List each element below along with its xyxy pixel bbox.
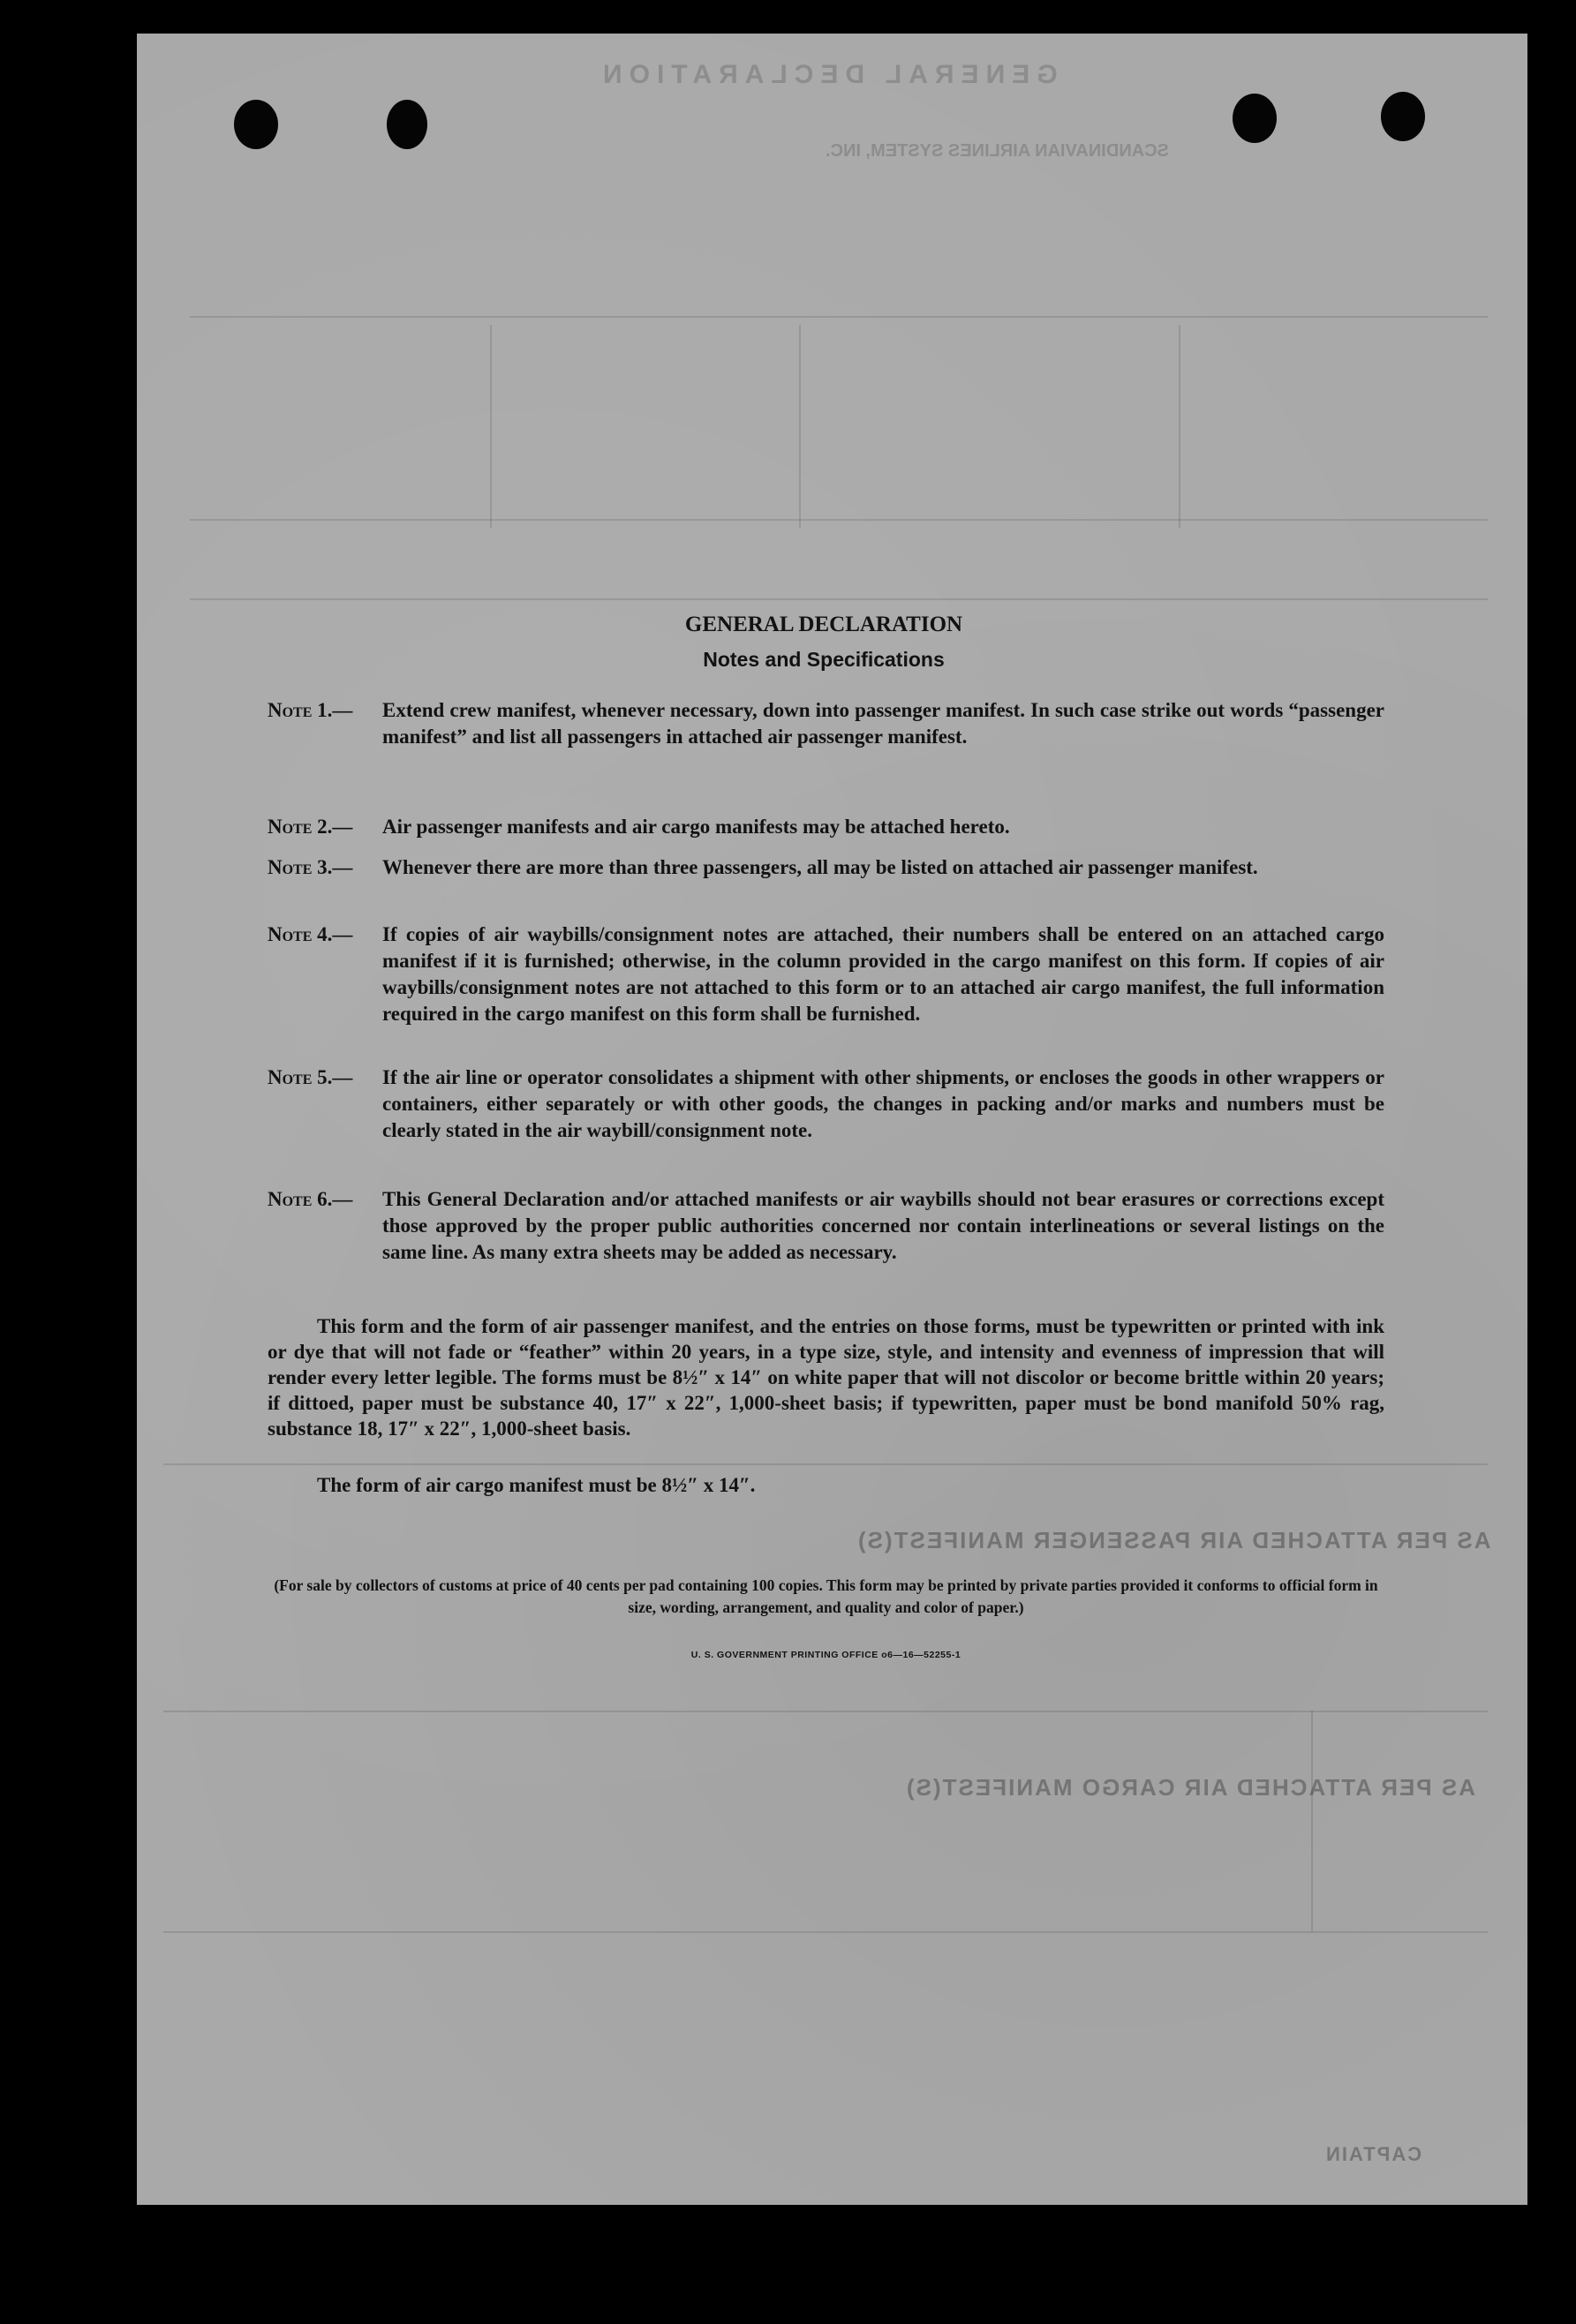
- printing-office-line: U. S. GOVERNMENT PRINTING OFFICE o6—16—52255-1: [690, 1650, 961, 1660]
- bleed-through-rule: [1179, 325, 1180, 528]
- punch-hole-2: [387, 100, 427, 149]
- bleed-through-rule: [163, 1463, 1488, 1465]
- note-label: Note 3.—: [268, 856, 353, 878]
- note-label: Note 4.—: [268, 923, 353, 945]
- page-title: GENERAL DECLARATION: [684, 613, 963, 636]
- bleed-through-cargo-manifest: AS PER ATTACHED AIR CARGO MANIFEST(S): [905, 1774, 1475, 1801]
- bleed-through-captain: CAPTAIN: [1324, 2143, 1422, 2165]
- page-subtitle: Notes and Specifications: [703, 648, 945, 671]
- note-text: Whenever there are more than three passengers, all may be listed on attached air passenger manifest.: [382, 856, 1258, 878]
- bleed-through-operator: SCANDINAVIAN AIRLINES SYSTEM, INC.: [826, 141, 1169, 161]
- note-label: Note 5.—: [268, 1066, 353, 1088]
- form-requirements-paragraph: This form and the form of air passenger manifest, and the entries on those forms, must be typewritten or printed with ink or dye that will not fade or “feather” within 20 years, in a type size, style, and intensity and evenness of impression that will render every letter legible. The forms must be 8½″ x 14″ on white paper that will not discolor or become brittle within 20 years; if dittoed, paper must be substance 40, 17″ x 22″, 1,000-sheet basis; if typewritten, paper must be bond manifold 50% rag, substance 18, 17″ x 22″, 1,000-sheet basis.: [268, 1315, 1384, 1440]
- bleed-through-passenger-manifest: AS PER ATTACHED AIR PASSENGER MANIFEST(S): [856, 1527, 1491, 1553]
- bleed-through-rule: [163, 1931, 1488, 1933]
- bleed-through-rule: [799, 325, 801, 528]
- bleed-through-rule: [190, 316, 1488, 318]
- note-text: If copies of air waybills/consignment notes are attached, their numbers shall be entered on an attached cargo manifest if it is furnished; otherwise, in the column provided in the cargo manifest on this form. If copies of air waybills/consignment notes are not attached to this form or to an attached air cargo manifest, the full information required in the cargo manifest on this form shall be furnished.: [382, 923, 1384, 1025]
- note-label: Note 1.—: [268, 699, 353, 721]
- note-label: Note 2.—: [268, 816, 353, 838]
- bleed-through-rule: [190, 519, 1488, 521]
- bleed-through-rule: [490, 325, 492, 528]
- punch-hole-1: [234, 100, 278, 149]
- bleed-through-rule: [1311, 1711, 1313, 1931]
- sale-note: (For sale by collectors of customs at price of 40 cents per pad containing 100 copies. This form may be printed by private parties provided it conforms to official form in size, wording, arrangement, and quality and color of paper.): [274, 1576, 1378, 1616]
- note-label: Note 6.—: [268, 1188, 353, 1210]
- punch-hole-4: [1381, 92, 1425, 141]
- document-sheet: [137, 34, 1527, 2205]
- note-text: If the air line or operator consolidates a shipment with other shipments, or encloses the goods in other wrappers or containers, either separately or with other goods, the changes in packing and/or marks and numbers must be clearly stated in the air waybill/consignment note.: [382, 1066, 1384, 1141]
- cargo-manifest-size-line: The form of air cargo manifest must be 8½″ x 14″.: [317, 1474, 756, 1496]
- bleed-through-rule: [163, 1711, 1488, 1712]
- note-text: Air passenger manifests and air cargo manifests may be attached hereto.: [382, 816, 1010, 838]
- bleed-through-rule: [190, 598, 1488, 600]
- punch-hole-3: [1233, 94, 1277, 143]
- note-text: Extend crew manifest, whenever necessary, down into passenger manifest. In such case strike out words “passenger manifest” and list all passengers in attached air passenger manifest.: [382, 699, 1384, 748]
- note-text: This General Declaration and/or attached manifests or air waybills should not bear erasures or corrections except those approved by the proper public authorities concerned nor contain interlineations or several listings on the same line. As many extra sheets may be added as necessary.: [382, 1188, 1384, 1263]
- bleed-through-title: GENERAL DECLARATION: [596, 60, 1058, 89]
